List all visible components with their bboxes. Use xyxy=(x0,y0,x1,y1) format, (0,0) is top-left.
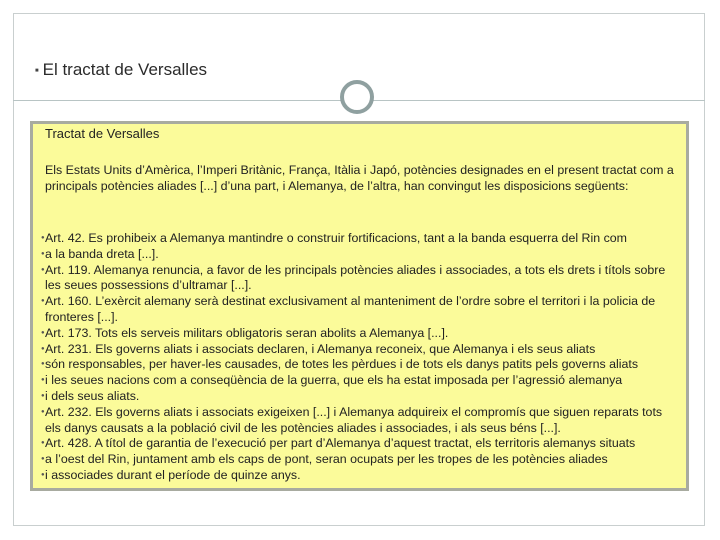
treaty-text-box xyxy=(30,121,689,491)
bullet-icon: ● xyxy=(41,235,45,241)
list-item: ● i dels seus aliats. xyxy=(41,388,140,403)
bullet-icon: ● xyxy=(41,345,45,352)
bullet-icon: ● xyxy=(41,266,45,273)
bullet-icon: ● xyxy=(41,392,45,399)
bullet-icon: ● xyxy=(41,329,45,336)
bullet-icon: ● xyxy=(41,408,45,415)
slide-title-text: El tractat de Versalles xyxy=(42,60,208,79)
list-item: ● Art. 428. A títol de garantia de l’execució per part d’Alemanya d’aquest tractat, els territoris alemanys situats xyxy=(41,436,636,451)
list-item: ● Art. 42. Es prohibeix a Alemanya mantindre o construir fortificacions, tant a la banda esquerra del Rin com xyxy=(41,231,627,245)
bullet-icon: ■ xyxy=(35,67,39,74)
list-item: ● Art. 173. Tots els serveis militars obligatoris seran abolits a Alemanya [...]. xyxy=(41,325,449,340)
list-item: ● són responsables, per haver-les causades, de totes les pèrdues i de tots els danys patits pels governs aliats xyxy=(41,357,639,372)
list-item: ● Art. 119. Alemanya renuncia, a favor de les principals potències aliades i associades, a tots els drets i títols sobre les seues possessions d’ultramar [...]. xyxy=(41,262,666,293)
list-item: ● Art. 231. Els governs aliats i associats declaren, i Alemanya reconeix, que Alemanya i els seus aliats xyxy=(41,341,596,356)
list-item: ● i associades durant el període de quinze anys. xyxy=(41,467,301,482)
bullet-icon: ● xyxy=(41,298,45,305)
circle-ornament xyxy=(340,80,374,114)
bullet-icon: ● xyxy=(41,377,45,384)
bullet-icon: ● xyxy=(41,361,45,368)
list-item: ● Art. 232. Els governs aliats i associats exigeixen [...] i Alemanya adquireix el compromís que siguen reparats tots els danys causats a la població civil de les potències aliades i associades, i als seus béns [...]. xyxy=(41,404,663,435)
treaty-intro: Els Estats Units d’Amèrica, l’Imperi Britànic, França, Itàlia i Japó, potències designades en el present tractat com a principals potències aliades [...] d’una part, i Alemanya, de l’altra, han convingut les disposicions següents: xyxy=(45,163,674,193)
bullet-icon: ● xyxy=(41,456,45,463)
list-item: ● i les seues nacions com a conseqüència de la guerra, que els ha estat imposada per l’agressió alemanya xyxy=(41,373,623,388)
list-item: ● a l’oest del Rin, juntament amb els caps de pont, seran ocupats per les tropes de les potències aliades xyxy=(41,452,608,467)
bullet-icon: ● xyxy=(41,440,45,447)
treaty-heading: Tractat de Versalles xyxy=(45,126,160,141)
articles-list xyxy=(41,231,677,484)
list-item: ● Art. 160. L’exèrcit alemany serà destinat exclusivament al manteniment de l’ordre sobre el territori i la policia de fronteres [...]. xyxy=(41,294,656,324)
bullet-icon: ● xyxy=(41,471,45,478)
bullet-icon: ● xyxy=(41,250,45,257)
list-item: ● a la banda dreta [...]. xyxy=(41,246,159,261)
slide-title xyxy=(35,60,207,80)
